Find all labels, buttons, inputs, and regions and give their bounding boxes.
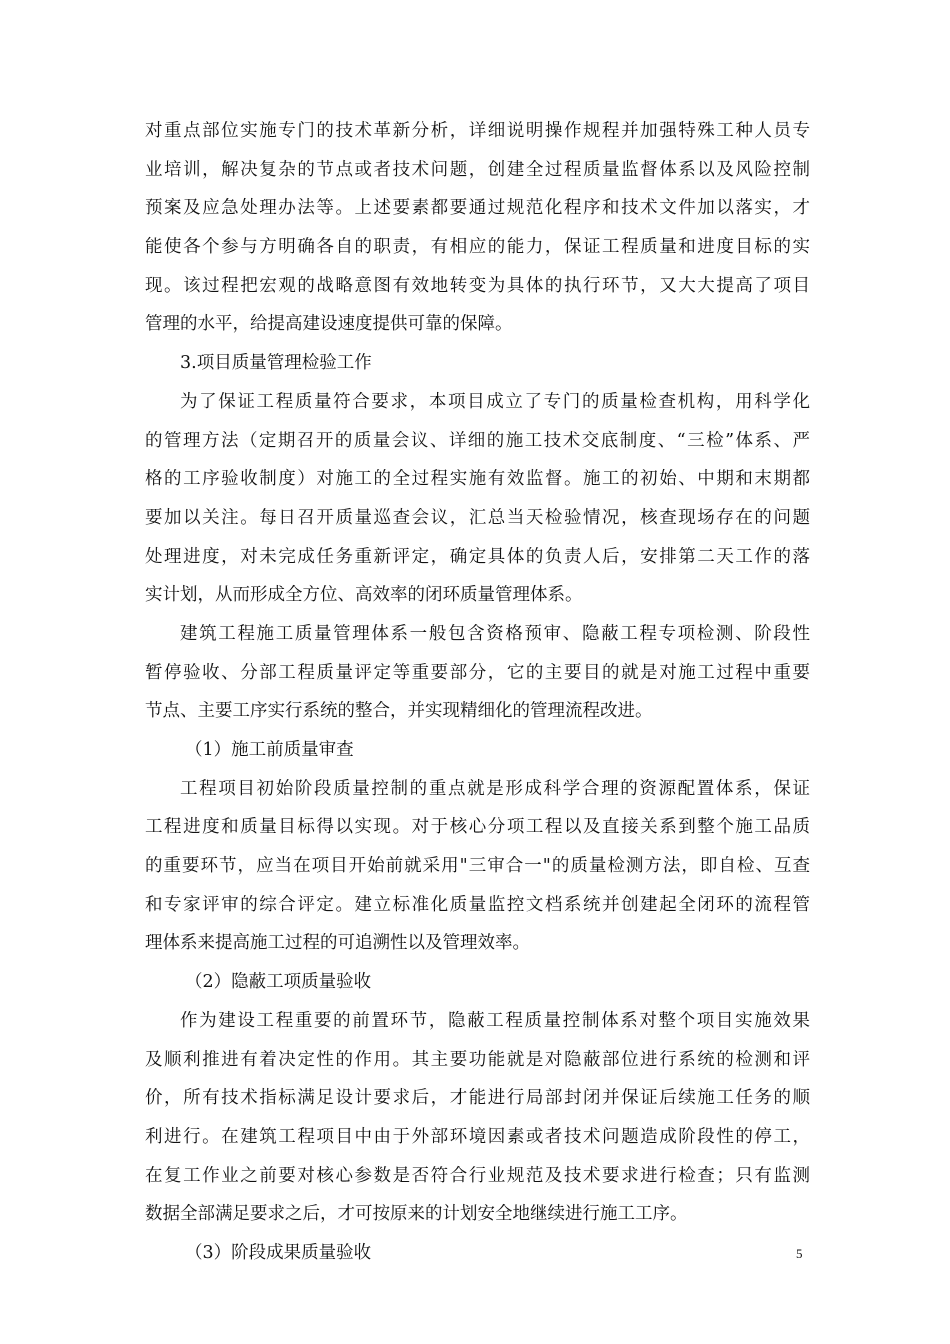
- paragraph-line: 及顺利推进有着决定性的作用。其主要功能就是对隐蔽部位进行系统的检测和评: [145, 1049, 810, 1070]
- paragraph-line: 要加以关注。每日召开质量巡查会议，汇总当天检验情况，核查现场存在的问题: [145, 507, 810, 528]
- paragraph-line: 理体系来提高施工过程的可追溯性以及管理效率。: [145, 933, 530, 954]
- paragraph-line: 管理的水平，给提高建设速度提供可靠的保障。: [145, 314, 513, 335]
- paragraph-line: 数据全部满足要求之后，才可按原来的计划安全地继续进行施工工序。: [145, 1204, 688, 1225]
- paragraph-line: 格的工序验收制度）对施工的全过程实施有效监督。施工的初始、中期和末期都: [145, 469, 810, 490]
- paragraph-line: 价，所有技术指标满足设计要求后，才能进行局部封闭并保证后续施工任务的顺: [145, 1088, 810, 1109]
- paragraph-line: 能使各个参与方明确各自的职责，有相应的能力，保证工程质量和进度目标的实: [145, 237, 810, 258]
- paragraph-line: 的管理方法（定期召开的质量会议、详细的施工技术交底制度、“三检”体系、严: [145, 430, 810, 451]
- paragraph-line: 处理进度，对未完成任务重新评定，确定具体的负责人后，安排第二天工作的落: [145, 546, 810, 567]
- document-body: [145, 112, 810, 1273]
- paragraph-line: 在复工作业之前要对核心参数是否符合行业规范及技术要求进行检查；只有监测: [145, 1165, 810, 1186]
- paragraph-line: 建筑工程施工质量管理体系一般包含资格预审、隐蔽工程专项检测、阶段性: [180, 623, 810, 644]
- paragraph-line: 的重要环节，应当在项目开始前就采用"三审合一"的质量检测方法，即自检、互查: [145, 856, 810, 877]
- paragraph-line: 工程进度和质量目标得以实现。对于核心分项工程以及直接关系到整个施工品质: [145, 817, 810, 838]
- paragraph-line: 实计划，从而形成全方位、高效率的闭环质量管理体系。: [145, 585, 583, 606]
- paragraph-line: 现。该过程把宏观的战略意图有效地转变为具体的执行环节，又大大提高了项目: [145, 275, 810, 296]
- page-number: 5: [796, 1246, 803, 1261]
- section-heading: 3.项目质量管理检验工作: [180, 353, 372, 374]
- paragraph-line: 工程项目初始阶段质量控制的重点就是形成科学合理的资源配置体系，保证: [180, 778, 810, 799]
- paragraph-line: 节点、主要工序实行系统的整合，并实现精细化的管理流程改进。: [145, 701, 653, 722]
- subsection-heading: （1）施工前质量审查: [185, 740, 354, 760]
- paragraph-line: 业培训，解决复杂的节点或者技术问题，创建全过程质量监督体系以及风险控制: [145, 159, 810, 180]
- subsection-heading: （2）隐蔽工项质量验收: [185, 972, 372, 993]
- paragraph-line: 和专家评审的综合评定。建立标准化质量监控文档系统并创建起全闭环的流程管: [145, 894, 810, 915]
- paragraph-line: 预案及应急处理办法等。上述要素都要通过规范化程序和技术文件加以落实，才: [145, 198, 810, 219]
- paragraph-line: 对重点部位实施专门的技术革新分析，详细说明操作规程并加强特殊工种人员专: [145, 121, 810, 141]
- paragraph-line: 利进行。在建筑工程项目中由于外部环境因素或者技术问题造成阶段性的停工，: [145, 1126, 810, 1147]
- paragraph-line: 作为建设工程重要的前置环节，隐蔽工程质量控制体系对整个项目实施效果: [180, 1010, 810, 1031]
- subsection-heading: （3）阶段成果质量验收: [185, 1242, 372, 1263]
- paragraph-line: 为了保证工程质量符合要求，本项目成立了专门的质量检查机构，用科学化: [180, 391, 810, 412]
- paragraph-line: 暂停验收、分部工程质量评定等重要部分，它的主要目的就是对施工过程中重要: [145, 662, 810, 683]
